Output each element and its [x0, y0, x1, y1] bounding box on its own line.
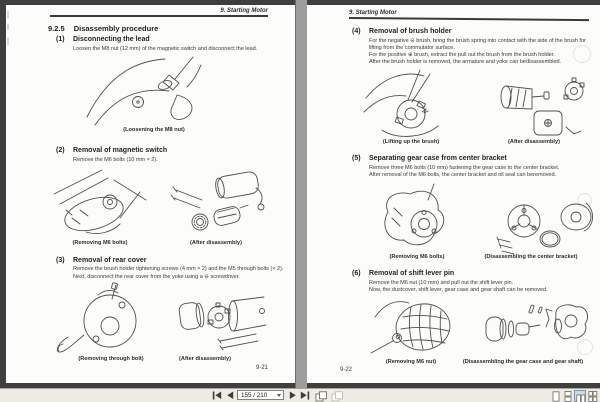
page-field-dropdown-icon[interactable] — [277, 394, 281, 397]
figure-caption: (After disassembly) — [179, 356, 231, 362]
first-page-button[interactable] — [212, 391, 224, 401]
step-title: Removal of shift lever pin — [369, 270, 455, 277]
page-number: 9-22 — [340, 367, 353, 373]
figure-caption: (Loosening the M8 nut) — [123, 127, 185, 133]
page-header: 9. Starting Motor — [349, 10, 397, 16]
section-number: 9.2.5 — [48, 24, 65, 33]
step-body-line: For the negative ⊖ brush, bring the brush spring into contact with the side of the brush for — [369, 38, 586, 44]
figure-caption: (Disassembling the gear case and gear shaft) — [462, 359, 584, 365]
step-number: (2) — [56, 147, 65, 154]
step-body-line: Remove the brush holder tightening screws (4 mm × 2) and the M5 through bolts (× 2). — [73, 266, 284, 272]
page-header: 9. Starting Motor — [220, 8, 268, 14]
header-rule — [349, 17, 589, 21]
continuous-icon — [565, 392, 571, 402]
step-body-line: Remove the M6 bolts (10 mm × 2). — [73, 157, 158, 163]
continuous-facing-button[interactable] — [588, 391, 598, 401]
step-number: (6) — [352, 270, 361, 277]
figure-caption: (After disassembly) — [508, 139, 560, 145]
step-body-line: After the brush holder is removed, the armature and yoke can bedisassembled. — [369, 59, 562, 65]
figure-caption: (Lifting up the brush) — [382, 139, 440, 145]
section-title: Disassembly procedure — [73, 24, 159, 33]
next-page-icon — [290, 392, 296, 400]
step-body-line: Next, disconnect the rear cover from the yoke using a ⊖ screwdriver. — [73, 274, 240, 280]
first-page-icon — [213, 392, 221, 400]
hole-punch — [573, 45, 591, 63]
page-gap — [296, 0, 307, 388]
step-number: (4) — [352, 28, 361, 35]
spine-mark — [7, 11, 9, 18]
step-number: (1) — [56, 36, 65, 43]
facing-pages-button[interactable] — [574, 390, 586, 402]
last-page-icon — [301, 392, 309, 400]
step-title: Removal of brush holder — [369, 28, 452, 35]
step-body-line: Remove three M6 bolts (10 mm) fastening the gear case to the center bracket. — [369, 165, 560, 171]
document-page-left — [6, 5, 295, 383]
previous-view-button[interactable] — [315, 391, 328, 401]
figure-after-disassembly-brush-holder — [492, 73, 592, 141]
step-number: (3) — [56, 257, 65, 264]
step-body-line: Remove the M6 nut (10 mm) and pull out the shift lever pin. — [369, 280, 514, 286]
section-heading — [48, 24, 158, 33]
continuous-button[interactable] — [563, 391, 573, 401]
last-page-button[interactable] — [300, 391, 312, 401]
page-number: 9-21 — [256, 365, 269, 371]
figure-removing-m6-nut — [367, 295, 467, 361]
spine-mark — [7, 24, 9, 30]
figure-after-disassembly-switch — [168, 168, 268, 238]
step-body-line: Now, the dustcover, shift lever, gear case and gear shaft can be removed. — [369, 287, 548, 293]
figure-removing-m6-bolts — [50, 166, 154, 240]
step-title: Separating gear case from center bracket — [369, 155, 507, 162]
step-title: Disconnecting the lead — [73, 36, 150, 43]
figure-caption: (Disassembling the center bracket) — [484, 254, 578, 260]
step-title: Removal of magnetic switch — [73, 147, 168, 154]
facing-pages-icon — [576, 395, 584, 402]
figure-caption: (Removing M6 nut) — [385, 359, 437, 365]
figure-caption: (Removing through bolt) — [78, 356, 144, 362]
step-title: Removal of rear cover — [73, 257, 147, 264]
spine-mark — [7, 38, 9, 45]
statusbar — [0, 388, 600, 402]
step-body-line: For the positive ⊕ brush, extract the pull out the brush from the brush holder. — [369, 52, 555, 58]
figure-caption: (Removing M6 bolts) — [389, 254, 445, 260]
step-number: (5) — [352, 155, 361, 162]
overlapping-pages-icon — [316, 392, 327, 401]
page-number-input[interactable] — [238, 391, 277, 399]
overlapping-pages-icon-disabled — [332, 392, 343, 401]
previous-page-icon — [227, 392, 233, 400]
figure-removing-through-bolt — [54, 283, 164, 357]
figure-caption: (After disassembly) — [190, 240, 242, 246]
single-page-icon — [553, 392, 559, 401]
figure-caption: (Removing M6 bolts) — [72, 240, 128, 246]
figure-after-disassembly-rear-cover — [174, 289, 269, 353]
page-field-container — [237, 390, 284, 400]
figure-disassembling-center-bracket — [492, 193, 597, 255]
single-page-button[interactable] — [551, 391, 561, 401]
step-body-line: lifting from the commutator surface. — [369, 45, 455, 51]
figure-loosening-m8-nut — [81, 55, 221, 127]
document-page-right — [307, 5, 600, 383]
continuous-facing-icon — [589, 392, 597, 402]
step-body-line: Loosen the M8 nut (12 mm) of the magnetic switch and disconnect the lead. — [73, 46, 258, 52]
figure-removing-m6-bolts-gearcase — [372, 182, 472, 254]
figure-lifting-up-the-brush — [362, 68, 462, 142]
figure-disassembling-gear-case-and-gear-shaft — [482, 299, 597, 357]
next-view-button[interactable] — [331, 391, 344, 401]
step-body-line: After removal of the M6 bolts, the center bracket and oil seal can beremoved. — [369, 172, 557, 178]
header-rule — [50, 15, 268, 17]
